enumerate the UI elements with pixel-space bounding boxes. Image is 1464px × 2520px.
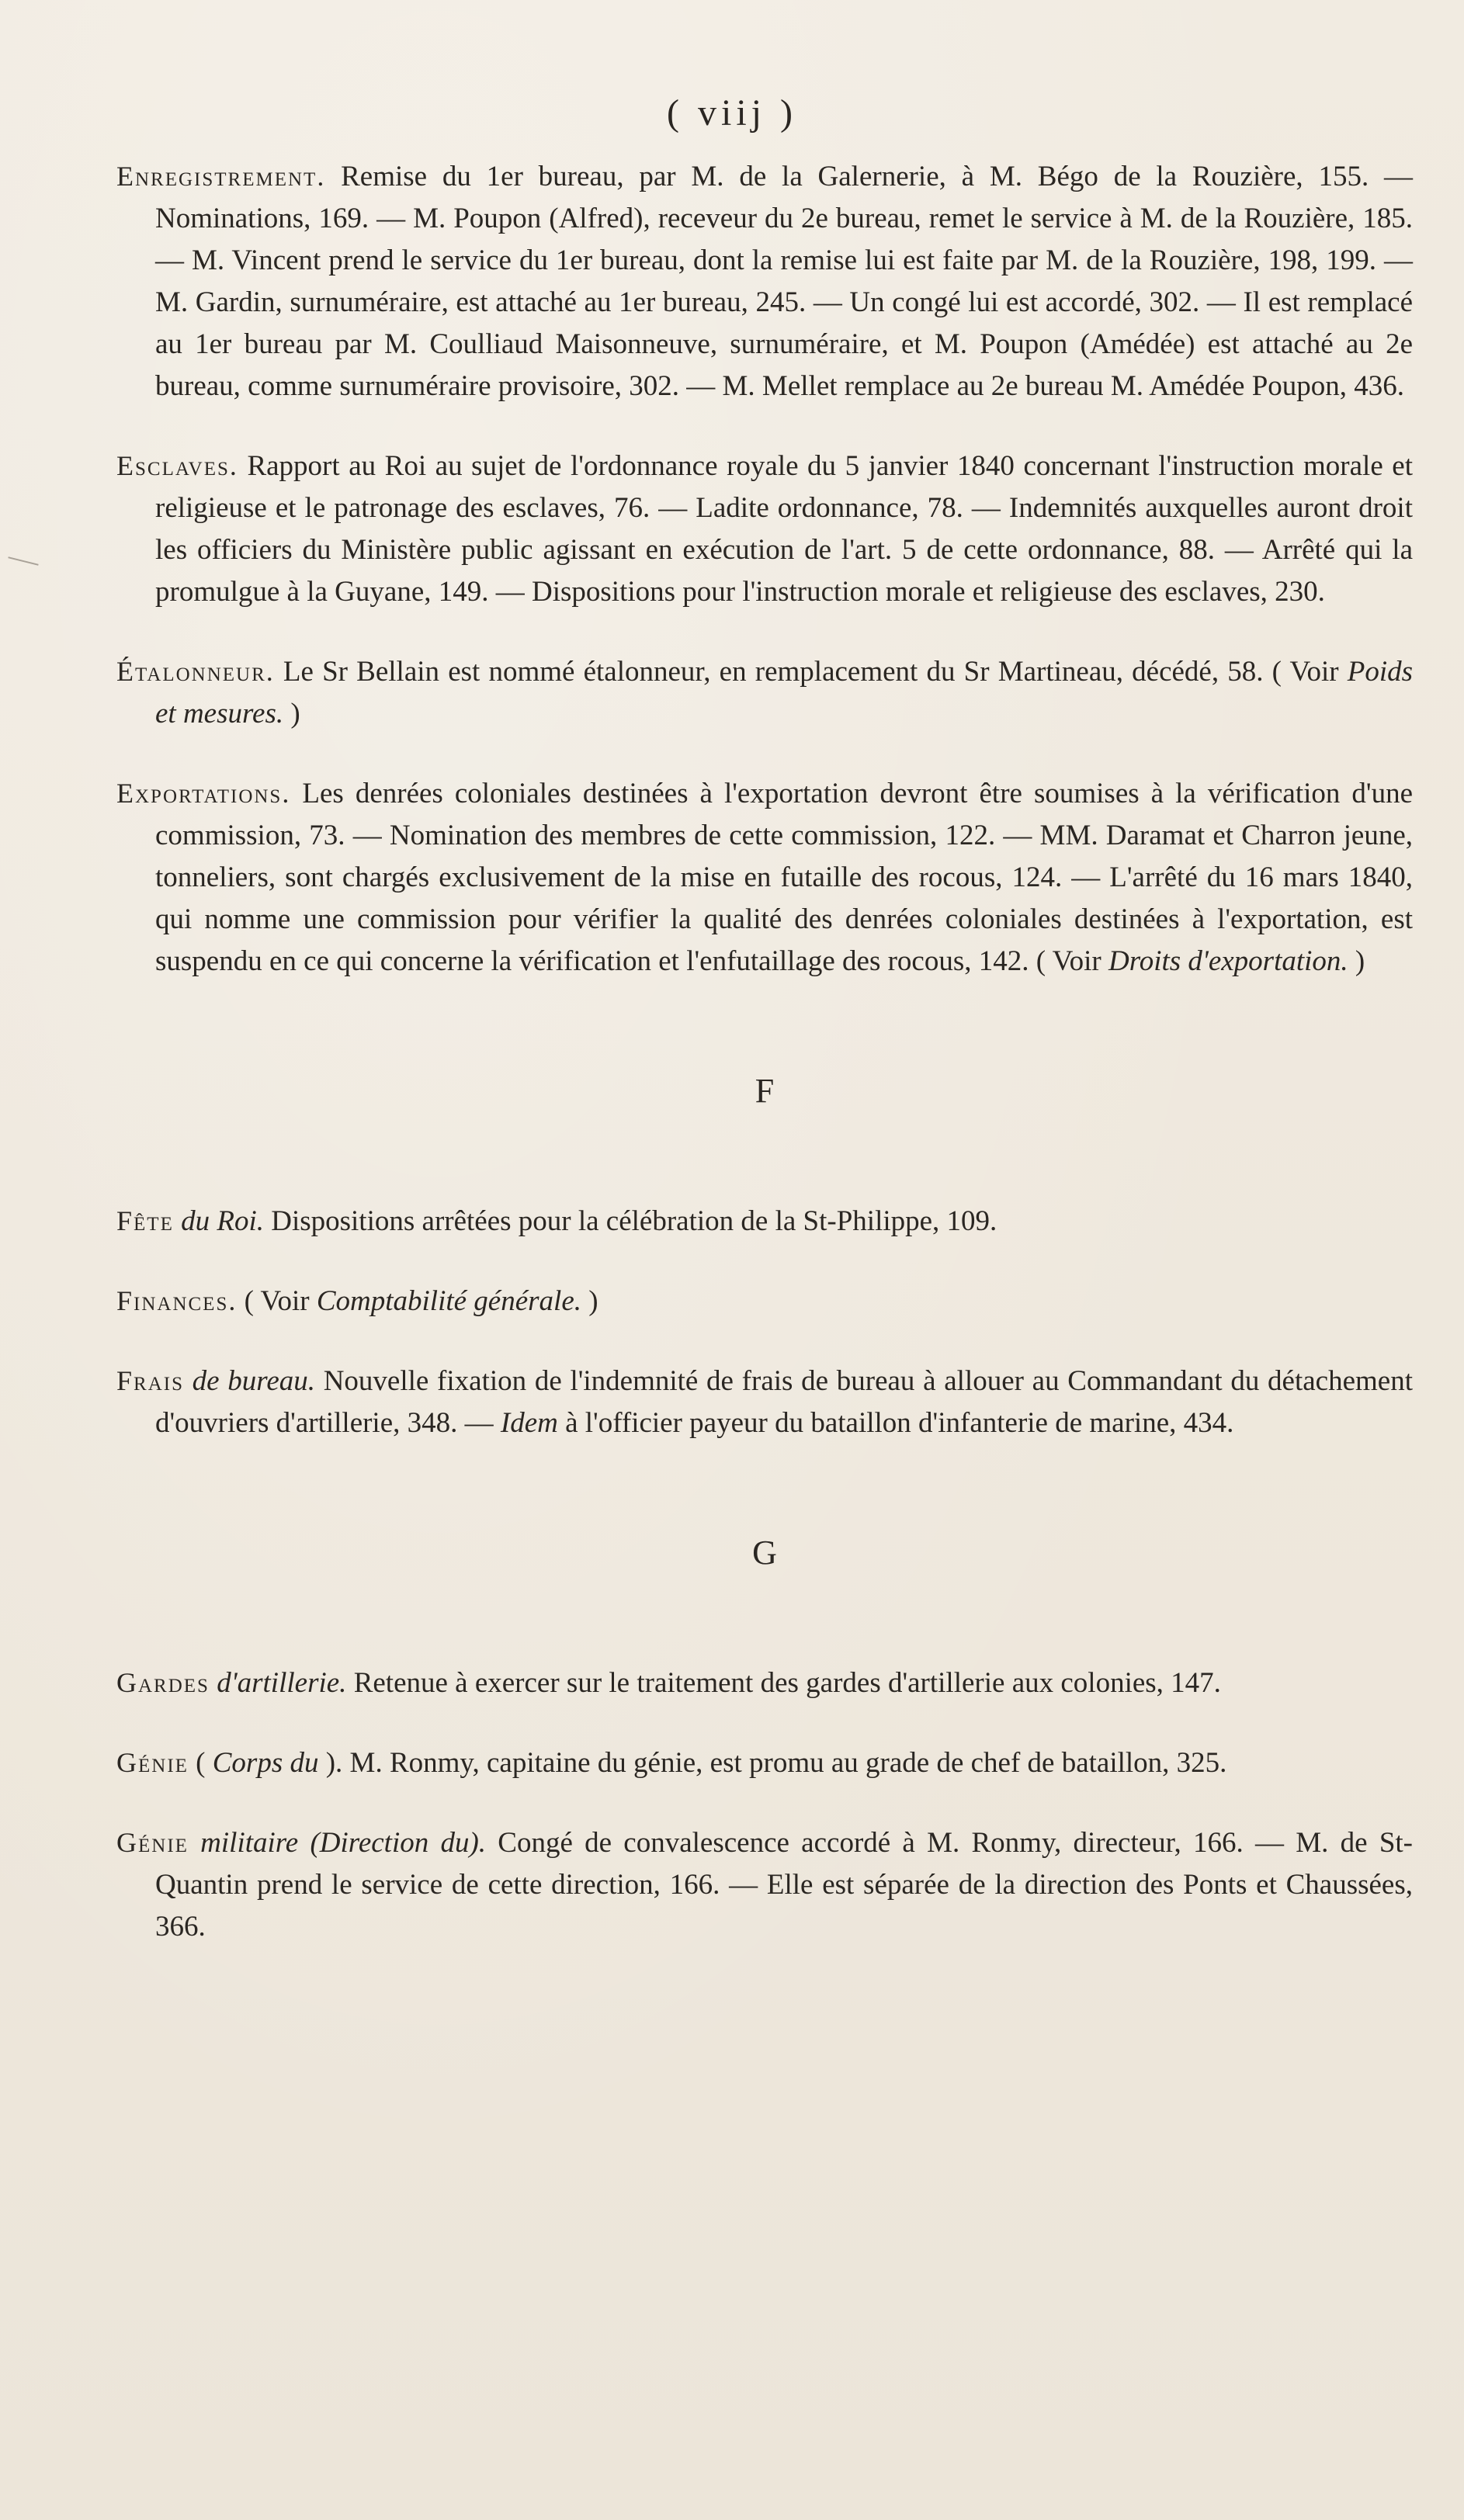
entry-text-italic: Poids et mesures. <box>155 656 1413 730</box>
entry-head: Fête <box>116 1205 174 1236</box>
entry-head: Enregistrement. <box>116 161 326 192</box>
entry-head: Frais <box>116 1365 184 1396</box>
entry-text-italic: Comptabilité générale. <box>316 1285 581 1317</box>
entry-text: Remise du 1er bureau, par M. de la Galernerie, à M. Bégo de la Rouzière, 155. — Nominations, 169. — M. Poupon (Alfred), receveur du 2e bureau, remet le service à M. de la Rouzière, 185. — M. Vincent prend le service du 1er bureau, dont la remise lui est faite par M. de la Rouzière, 198, 199. — M. Gardin, surnuméraire, est attaché au 1er bureau, 245. — Un congé lui est accordé, 302. — Il est remplacé au 1er bureau par M. Coulliaud Maisonneuve, surnuméraire, et M. Poupon (Amédée) est attaché au 2e bureau, comme surnuméraire provisoire, 302. — M. Mellet remplace au 2e bureau M. Amédée Poupon, 436. <box>155 161 1413 402</box>
entry-text: Les denrées coloniales destinées à l'exportation devront être soumises à la vérification d'une commission, 73. — Nomination des membres de cette commission, 122. — MM. Daramat et Charron jeune, tonneliers, sont chargés exclusivement de la mise en futaille des rocous, 124. — L'arrêté du 16 mars 1840, qui nomme une commission pour vérifier la qualité des denrées coloniales destinées à l'exportation, est suspendu en ce qui concerne la vérification et l'enfutaillage des rocous, 142. ( Voir <box>155 778 1413 977</box>
entry-head: Esclaves. <box>116 450 238 481</box>
index-entry-etalonneur <box>116 650 1413 735</box>
entry-text-italic: Droits d'exportation. <box>1108 945 1348 977</box>
entry-head-italic: du Roi. <box>173 1205 264 1237</box>
index-entry-genie-corps <box>116 1742 1413 1784</box>
entry-head: Étalonneur. <box>116 656 275 687</box>
entry-text-italic: Corps du <box>212 1747 319 1779</box>
entry-text: ( <box>188 1747 213 1779</box>
index-content <box>116 155 1413 1985</box>
entry-head: Finances. <box>116 1285 238 1316</box>
entry-head-italic: militaire (Direction du). <box>188 1827 487 1859</box>
entry-head-italic: d'artillerie. <box>209 1667 347 1699</box>
entry-head-italic: de bureau. <box>183 1365 316 1397</box>
entry-text-end: ) <box>1348 945 1365 977</box>
section-letter-f: F <box>755 1072 775 1110</box>
entry-head: Génie <box>116 1747 189 1778</box>
entry-text-end: ) <box>581 1285 598 1317</box>
index-entry-fete <box>116 1200 1413 1243</box>
index-entry-frais <box>116 1360 1413 1444</box>
index-entry-finances <box>116 1280 1413 1322</box>
entry-head: Gardes <box>116 1667 210 1698</box>
entry-text: Nouvelle fixation de l'indemnité de frais de bureau à allouer au Commandant du détachement d'ouvriers d'artillerie, 348. — <box>155 1365 1413 1439</box>
index-entry-esclaves <box>116 445 1413 613</box>
entry-text-end: ) <box>283 698 300 730</box>
index-entry-genie-militaire <box>116 1822 1413 1948</box>
entry-text: Le Sr Bellain est nommé étalonneur, en remplacement du Sr Martineau, décédé, 58. ( Voir <box>274 656 1348 688</box>
entry-text: Congé de convalescence accordé à M. Ronmy, directeur, 166. — M. de St-Quantin prend le service de cette direction, 166. — Elle est séparée de la direction des Ponts et Chaussées, 366. <box>155 1827 1413 1943</box>
entry-text: Retenue à exercer sur le traitement des gardes d'artillerie aux colonies, 147. <box>346 1667 1221 1699</box>
entry-head: Génie <box>116 1827 189 1858</box>
index-entry-gardes <box>116 1662 1413 1704</box>
entry-text: Rapport au Roi au sujet de l'ordonnance royale du 5 janvier 1840 concernant l'instruction morale et religieuse et le patronage des esclaves, 76. — Ladite ordonnance, 78. — Indemnités auxquelles auront droit les officiers du Ministère public agissant en exécution de l'art. 5 de cette ordonnance, 88. — Arrêté qui la promulgue à la Guyane, 149. — Dispositions pour l'instruction morale et religieuse des esclaves, 230. <box>155 450 1413 608</box>
entry-head: Exportations. <box>116 778 291 809</box>
entry-text-italic: Idem <box>500 1407 558 1439</box>
entry-text-end: à l'officier payeur du bataillon d'infanterie de marine, 434. <box>557 1407 1234 1439</box>
page-number: ( viij ) <box>667 92 797 133</box>
entry-text: Dispositions arrêtées pour la célébration de la St-Philippe, 109. <box>263 1205 997 1237</box>
entry-text: ( Voir <box>237 1285 317 1317</box>
index-entry-exportations <box>116 772 1413 983</box>
index-entry-enregistrement <box>116 155 1413 407</box>
margin-mark <box>8 556 38 566</box>
section-letter-g: G <box>752 1534 777 1572</box>
entry-text-end: ). M. Ronmy, capitaine du génie, est promu au grade de chef de bataillon, 325. <box>318 1747 1227 1779</box>
